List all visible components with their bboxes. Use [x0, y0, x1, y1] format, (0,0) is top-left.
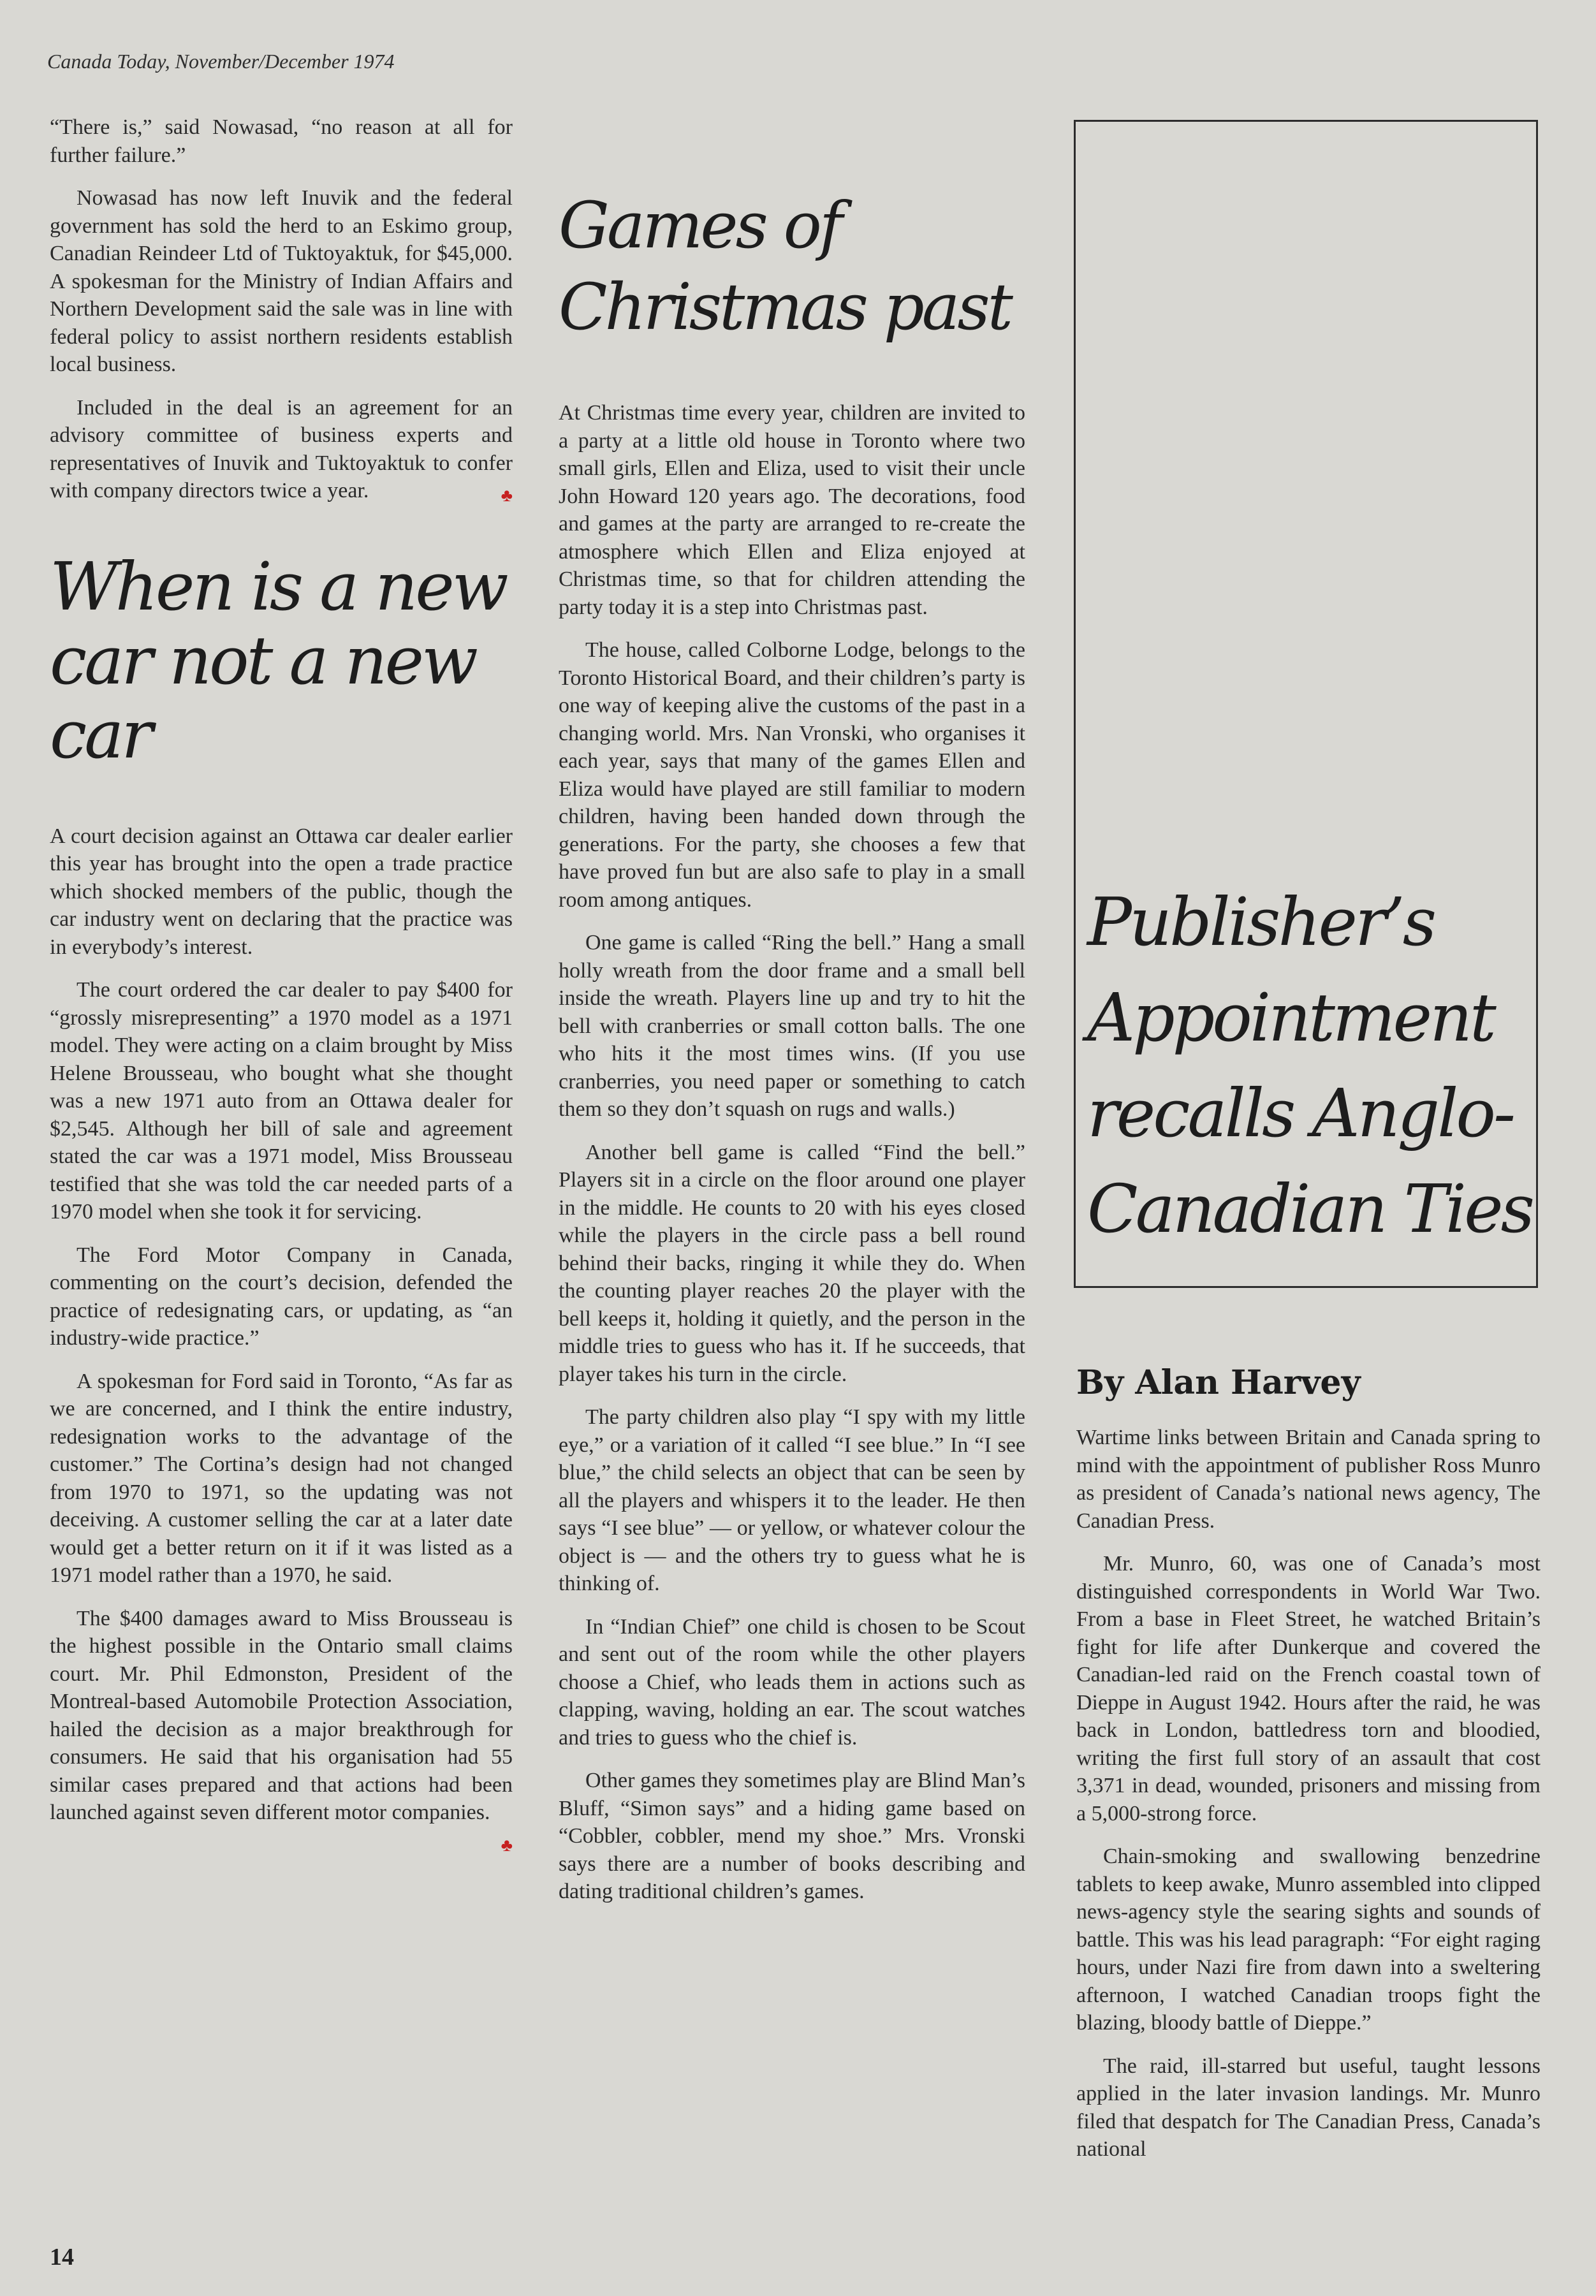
- publisher-article-headline: Publisher’s Appointment recalls Anglo-Canadian Ties: [1087, 883, 1532, 1248]
- car-paragraph: The Ford Motor Company in Canada, commenting on the court’s decision, defended the practice of redesignating cars, or updating, as “an industry-wide practice.”: [50, 1243, 513, 1350]
- publisher-paragraph: The raid, ill-starred but useful, taught lessons applied in the later invasion landings. Mr. Munro filed that despatch for The Canadian Press, Canada’s national: [1076, 2054, 1541, 2161]
- column-right: [1076, 1363, 1541, 2179]
- games-paragraph: Another bell game is called “Find the bell.” Players sit in a circle on the floor around one player in the middle. He counts to 20 with his eyes closed while the players in the circle pass a bell round behind their backs, ringing it while they do. When the counting player reaches 20 the player with the bell keeps it, holding it quietly, and the person in the middle tries to guess who has it. If he succeeds, that player takes his turn in the circle.: [559, 1140, 1025, 1386]
- games-article-headline: Games of Christmas past: [559, 188, 1011, 344]
- publisher-paragraph: Chain-smoking and swallowing benzedrine tablets to keep awake, Munro assembled into clipped news-agency style the searing sights and sounds of battle. This was his lead paragraph: “For eight raging hours, under Nazi fire from dawn into a sweltering afternoon, I watched Canadian troops fight the blazing, bloody battle of Dieppe.”: [1076, 1845, 1541, 2035]
- car-paragraph: A court decision against an Ottawa car dealer earlier this year has brought into the open a trade practice which shocked members of the public, though the car industry went on declaring that the practice was in everybody’s interest.: [50, 824, 513, 959]
- car-paragraph-last: [50, 1605, 513, 1855]
- byline: By Alan Harvey: [1076, 1363, 1361, 1402]
- games-paragraph: At Christmas time every year, children are invited to a party at a little old house in Toronto where two small girls, Ellen and Eliza, used to visit their uncle John Howard 120 years ago. The decorations, food and games at the party are arranged to re-create the atmosphere which Ellen and Eliza enjoyed at Christmas time, so that for children attending the party today it is a step into Christmas past.: [559, 401, 1025, 619]
- games-paragraph: Other games they sometimes play are Blind Man’s Bluff, “Simon says” and a hiding game based on “Cobbler, cobbler, mend my shoe.” Mrs. Vronski says there are a number of books describing and dating traditional children’s games.: [559, 1769, 1025, 1903]
- games-paragraph: In “Indian Chief” one child is chosen to be Scout and sent out of the room while the other players choose a Chief, who leads them in actions such as clapping, waving, holding an ear. The scout watches and tries to guess who the chief is.: [559, 1614, 1025, 1750]
- maple-leaf-icon: ♣: [501, 1835, 513, 1855]
- car-paragraph-text: The $400 damages award to Miss Brousseau is the highest possible in the Ontario small claims court. Mr. Phil Edmonston, President of the Montreal-based Automobile Protection Association, hailed the decision as a major breakthrough for consumers. He said that his organisation had 55 similar cases prepared and that actions had been launched against seven different motor companies.: [50, 1606, 513, 1824]
- publisher-headline-box: [1074, 120, 1538, 1288]
- games-paragraph: The house, called Colborne Lodge, belongs to the Toronto Historical Board, and their children’s party is one way of keeping alive the customs of the past in a changing world. Mrs. Nan Vronski, who organises it each year, says that many of the games Ellen and Eliza would have played are still familiar to modern children, having been handed down through the generations. For the party, she chooses a few that have proved fun but are also safe to play in a small room among antiques.: [559, 638, 1025, 912]
- reindeer-paragraph: “There is,” said Nowasad, “no reason at all for further failure.”: [50, 115, 513, 167]
- car-paragraph: The court ordered the car dealer to pay $400 for “grossly misrepresenting” a 1970 model as a 1971 model. They were acting on a claim brought by Miss Helene Brousseau, who bought what she thought was a new 1971 auto from an Ottawa dealer for $2,545. Although her bill of sale and agreement stated the car was a 1971 model, Miss Brousseau testified that she was told the car needed parts of a 1970 model when she took it for servicing.: [50, 978, 513, 1224]
- publisher-paragraph: Wartime links between Britain and Canada spring to mind with the appointment of publisher Ross Munro as president of Canada’s national news agency, The Canadian Press.: [1076, 1426, 1541, 1533]
- reindeer-paragraph-text: Included in the deal is an agreement for an advisory committee of business experts and representatives of Inuvik and Tuktoyaktuk to confer with company directors twice a year.: [50, 395, 513, 502]
- column-left: [50, 113, 513, 1859]
- games-paragraph: One game is called “Ring the bell.” Hang a small holly wreath from the door frame and a small bell inside the wreath. Players line up and try to hit the bell with cranberries or small cotton balls. The one who hits it the most times wins. (If you use cranberries, you need paper or something to catch them so they don’t squash on rugs and walls.): [559, 931, 1025, 1121]
- running-head: Canada Today, November/December 1974: [47, 50, 395, 73]
- reindeer-paragraph: Nowasad has now left Inuvik and the federal government has sold the herd to an Eskimo group, Canadian Reindeer Ltd of Tuktoyaktuk, for $45,000. A spokesman for the Ministry of Indian Affairs and Northern Development said the sale was in line with federal policy to assist northern residents establish local business.: [50, 186, 513, 376]
- publisher-paragraph: Mr. Munro, 60, was one of Canada’s most distinguished correspondents in World War Two. From a base in Fleet Street, he watched Britain’s fight for life after Dunkerque and covered the Canadian-led raid on the French coastal town of Dieppe in August 1942. Hours after the raid, he was back in London, battledress torn and bloodied, writing the first full story of an assault that cost 3,371 in dead, wounded, prisoners and missing from a 5,000-strong force.: [1076, 1552, 1541, 1825]
- reindeer-paragraph-last: [50, 394, 513, 505]
- games-paragraph: The party children also play “I spy with my little eye,” or a variation of it called “I see blue.” In “I see blue,” the child selects an object that can be seen by all the players and whispers it to the leader. He then says “I see blue” — or yellow, or whatever colour the object is — and the others try to guess what he is thinking of.: [559, 1405, 1025, 1595]
- maple-leaf-icon: ♣: [501, 486, 513, 506]
- car-paragraph: A spokesman for Ford said in Toronto, “As far as we are concerned, and I think the entire industry, redesignation works to the advantage of the customer.” The Cortina’s design had not changed from 1970 to 1971, so the updating was not deceiving. A customer selling the car at a later date would get a better return on it if it was listed as a 1971 model rather than a 1970, he said.: [50, 1369, 513, 1587]
- column-middle: [559, 185, 1025, 1921]
- car-article-headline: When is a new car not a new car: [50, 547, 506, 773]
- page-number: 14: [50, 2244, 74, 2270]
